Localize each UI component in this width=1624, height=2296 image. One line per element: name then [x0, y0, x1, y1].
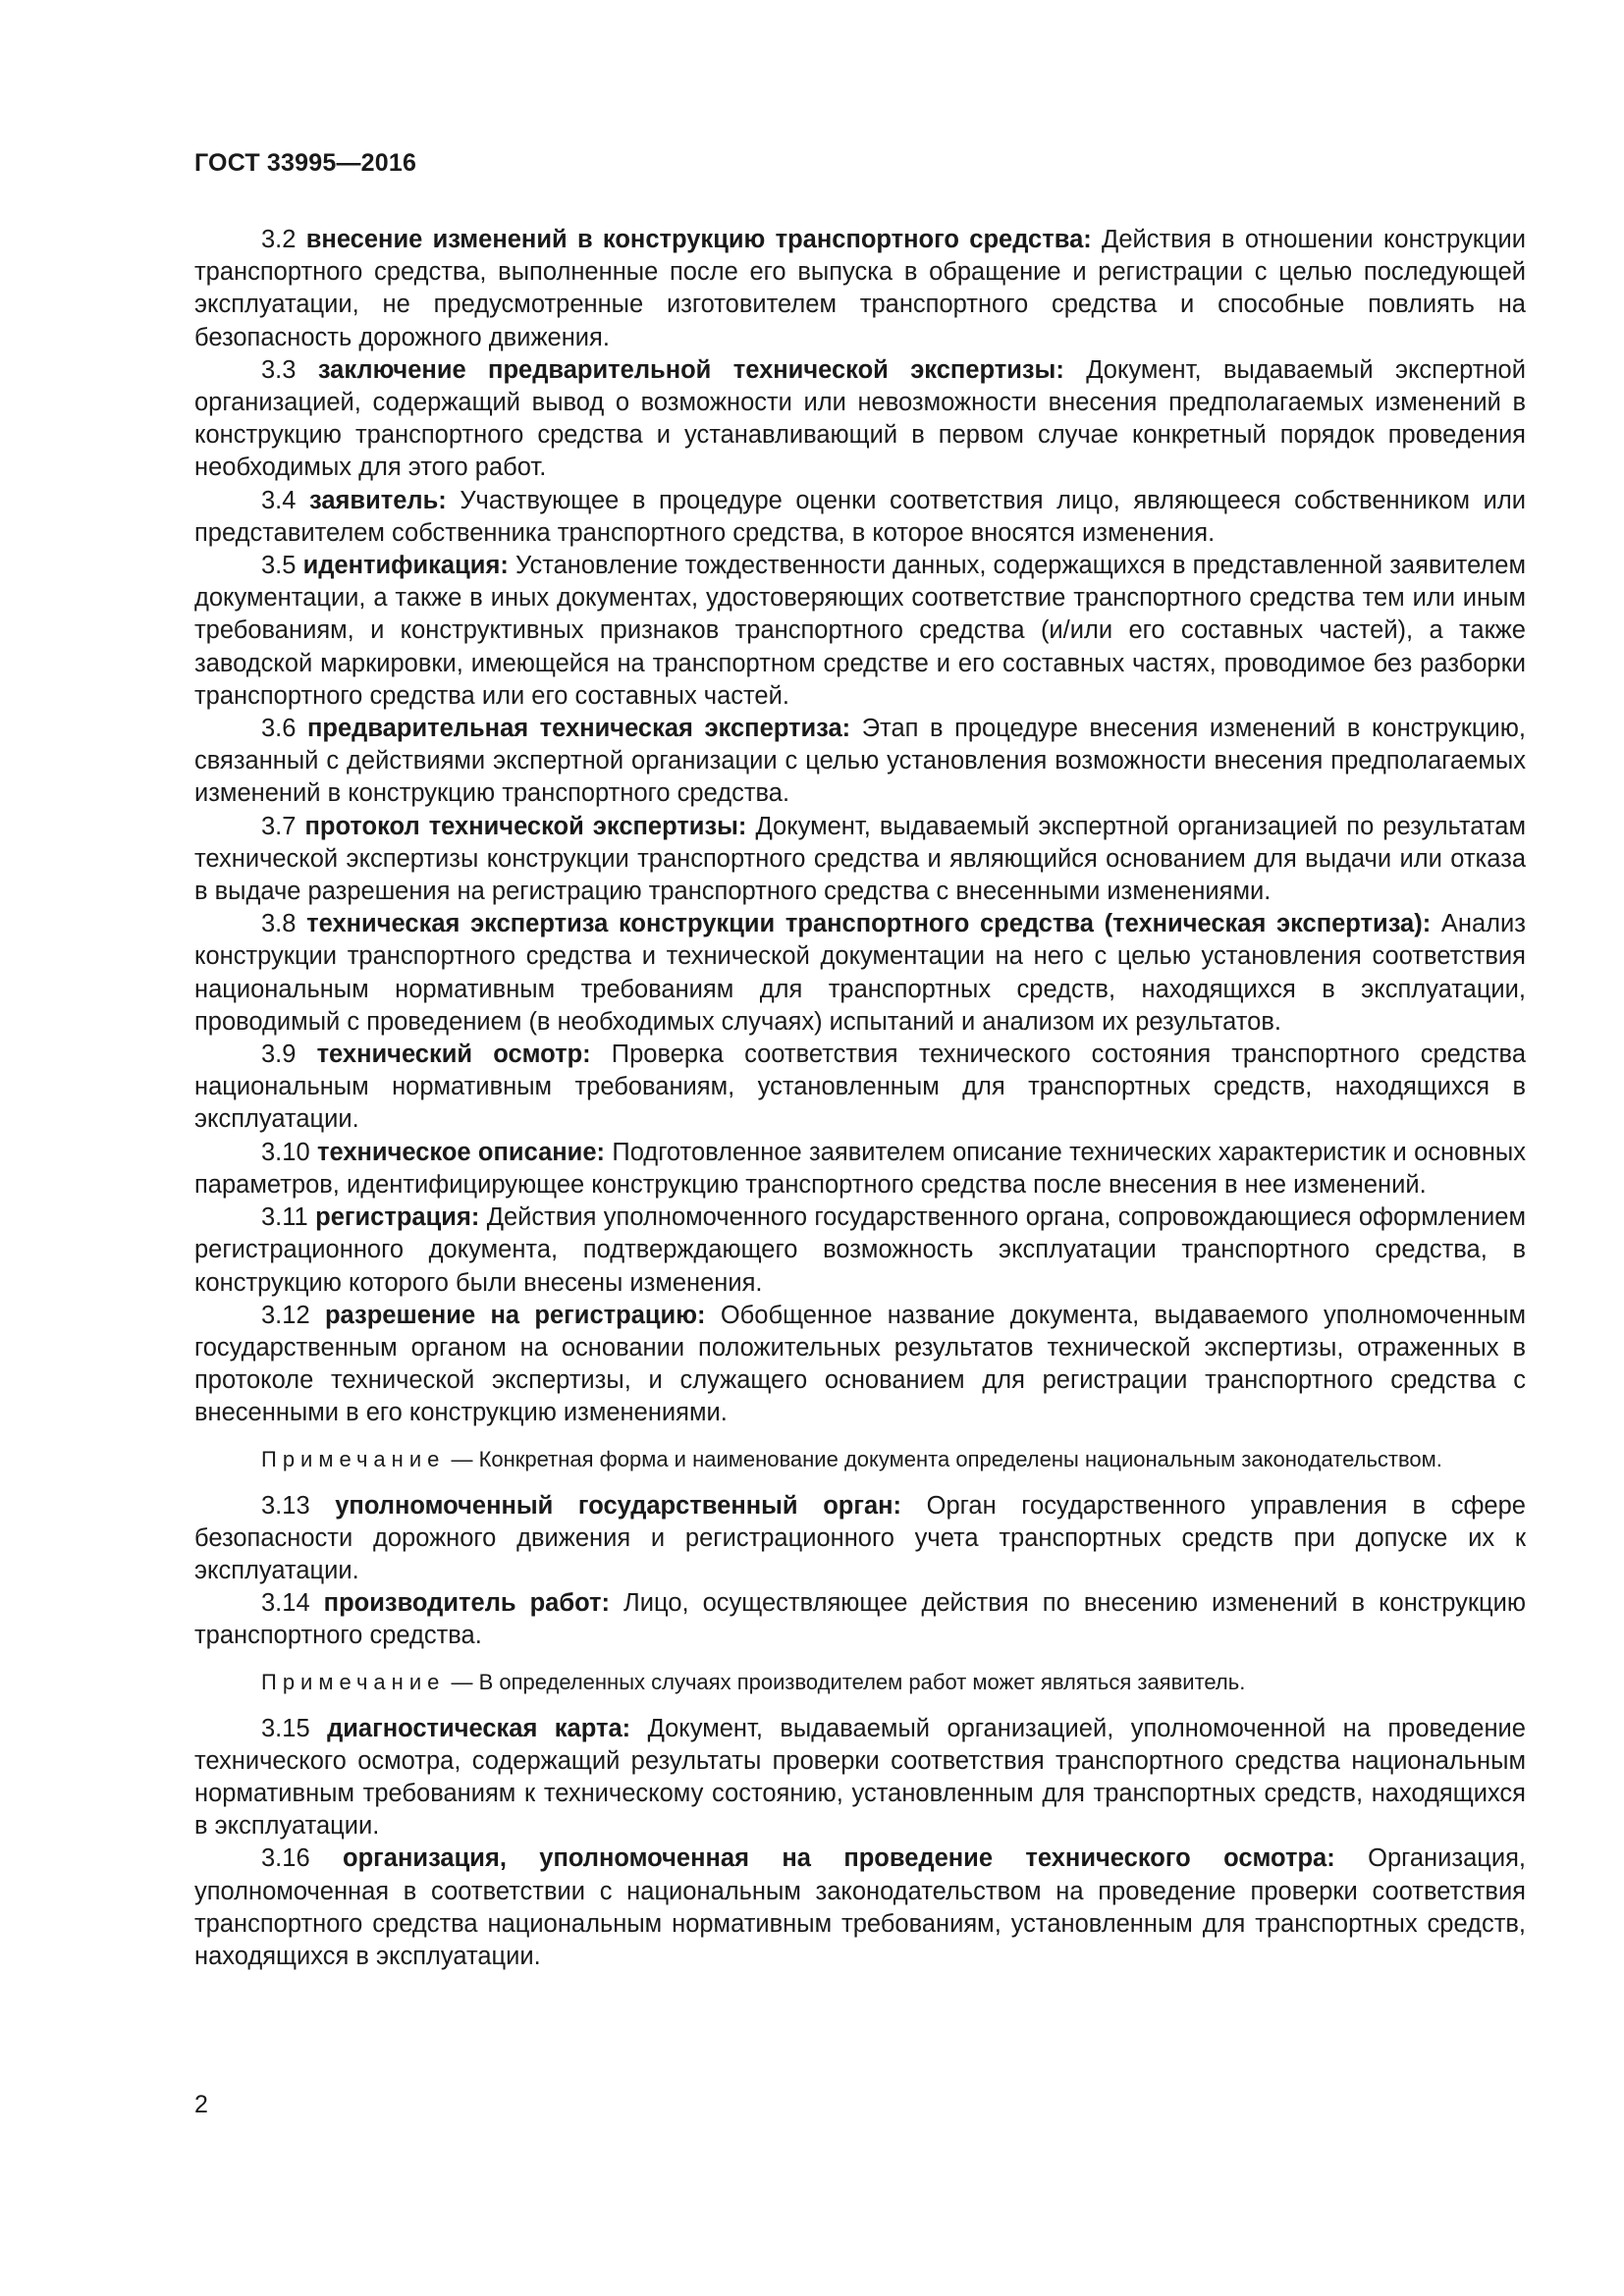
term-definition: Подготовленное заявителем описание технических характеристик и основных параметров, идентифицирующее конструкцию транспортного средства после внесения в нее изменений.: [194, 1138, 1527, 1199]
term-3-7: [194, 811, 1526, 909]
term-definition: Организация, уполномоченная в соответствии с национальным законодательством на проведение проверки соответствия транспортного средства национальным нормативным требованиям, установленным для транспортных средств, находящихся в эксплуатации.: [194, 1844, 1526, 1970]
document-header: ГОСТ 33995—2016: [194, 149, 417, 177]
term-definition: Лицо, осуществляющее действия по внесению изменений в конструкцию транспортного средства.: [194, 1589, 1527, 1650]
term-definition: Действия в отношении конструкции транспортного средства, выполненные после его выпуска в обращение и регистрации с целью последующей эксплуатации, не предусмотренные изготовителем транспортного средства и способные повлиять на безопасность дорожного движения.: [194, 226, 1526, 351]
term-title: диагностическая карта:: [327, 1714, 631, 1742]
term-number: 3.6: [261, 715, 297, 743]
term-3-15: [194, 1713, 1526, 1843]
term-number: 3.14: [261, 1589, 310, 1618]
term-number: 3.8: [261, 910, 297, 938]
term-3-13: [194, 1490, 1526, 1588]
term-definition: Обобщенное название документа, выдаваемого уполномоченным государственным органом на основании положительных результатов технической экспертизы, отраженных в протоколе технической экспертизы, и служащего основанием для регистрации транспортного средства с внесенными в его конструкцию изменениями.: [194, 1301, 1526, 1427]
term-number: 3.13: [261, 1491, 310, 1520]
term-number: 3.3: [261, 355, 297, 384]
term-number: 3.7: [261, 812, 297, 840]
term-title: организация, уполномоченная на проведение технического осмотра:: [343, 1844, 1335, 1873]
term-number: 3.11: [261, 1203, 308, 1232]
term-title: техническое описание:: [316, 1138, 606, 1166]
term-3-4: [194, 485, 1526, 550]
term-definition: Документ, выдаваемый организацией, уполномоченной на проведение технического осмотра, содержащий результаты проверки соответствия транспортного средства национальным нормативным требованиям к техническому состоянию, установленным для транспортных средств, находящихся в эксплуатации.: [194, 1714, 1526, 1841]
term-number: 3.4: [261, 486, 297, 514]
term-number: 3.5: [261, 552, 297, 580]
term-3-9: [194, 1039, 1526, 1137]
term-definition: Участвующее в процедуре оценки соответствия лицо, являющееся собственником или представителем собственника транспортного средства, в которое вносятся изменения.: [194, 486, 1526, 547]
term-3-5: [194, 550, 1526, 713]
term-title: предварительная техническая экспертиза:: [307, 715, 851, 743]
note-text: — В определенных случаях производителем работ может являться заявитель.: [445, 1669, 1246, 1694]
term-3-12: [194, 1300, 1526, 1430]
term-definition: Этап в процедуре внесения изменений в конструкцию, связанный с действиями экспертной организации с целью установления возможности внесения предполагаемых изменений в конструкцию транспортного средства.: [194, 715, 1526, 808]
term-title: внесение изменений в конструкцию транспортного средства:: [305, 226, 1092, 253]
term-title: идентификация:: [302, 552, 509, 580]
term-definition: Анализ конструкции транспортного средства и технической документации на него с целью установления соответствия национальным нормативным требованиям для транспортных средств, находящихся в эксплуатации, проводимый с проведением (в необходимых случаях) испытаний и анализом их результатов.: [194, 910, 1526, 1036]
term-definition: Установление тождественности данных, содержащихся в представленной заявителем документации, а также в иных документах, удостоверяющих соответствие транспортного средства тем или иным требованиям, и конструктивных признаков транспортного средства (и/или его составных частей), а также заводской маркировки, имеющейся на транспортном средстве и его составных частях, проводимое без разборки транспортного средства или его составных частей.: [194, 552, 1526, 710]
term-3-14: [194, 1587, 1526, 1652]
term-number: 3.2: [261, 226, 297, 253]
term-definition: Документ, выдаваемый экспертной организацией, содержащий вывод о возможности или невозможности внесения предполагаемых изменений в конструкцию транспортного средства и устанавливающий в первом случае конкретный порядок проведения необходимых для этого работ.: [194, 355, 1526, 482]
term-number: 3.12: [261, 1301, 310, 1329]
term-3-16: [194, 1842, 1526, 1973]
term-definition: Орган государственного управления в сфере безопасности дорожного движения и регистрационного учета транспортных средств при допуске их к эксплуатации.: [194, 1491, 1526, 1584]
terms-section: [194, 224, 1526, 1973]
term-3-8: [194, 908, 1526, 1039]
term-3-3: [194, 354, 1526, 485]
term-3-10: [194, 1137, 1526, 1201]
term-definition: Проверка соответствия технического состояния транспортного средства национальным нормативным требованиям, установленным для транспортных средств, находящихся в эксплуатации.: [194, 1041, 1526, 1134]
note-label: Примечание: [261, 1669, 446, 1694]
term-title: заключение предварительной технической экспертизы:: [317, 355, 1064, 384]
page-number: 2: [194, 2091, 208, 2118]
term-number: 3.9: [261, 1041, 297, 1069]
term-title: протокол технической экспертизы:: [304, 812, 747, 840]
note-1: [194, 1444, 1526, 1474]
term-definition: Документ, выдаваемый экспертной организацией по результатам технической экспертизы конструкции транспортного средства и являющийся основанием для выдачи или отказа в выдаче разрешения на регистрацию транспортного средства с внесенными изменениями.: [194, 812, 1526, 906]
term-title: регистрация:: [315, 1203, 480, 1232]
term-title: производитель работ:: [323, 1589, 611, 1618]
term-3-2: [194, 224, 1526, 354]
term-3-11: [194, 1201, 1526, 1300]
term-3-6: [194, 713, 1526, 811]
term-title: техническая экспертиза конструкции транспортного средства (техническая экспертиза):: [306, 910, 1432, 938]
term-number: 3.15: [261, 1714, 310, 1742]
term-title: уполномоченный государственный орган:: [335, 1491, 902, 1520]
term-definition: Действия уполномоченного государственного органа, сопровождающиеся оформлением регистрационного документа, подтверждающего возможность эксплуатации транспортного средства, в конструкцию которого были внесены изменения.: [194, 1203, 1526, 1297]
term-title: заявитель:: [309, 486, 447, 514]
term-title: технический осмотр:: [316, 1041, 591, 1069]
term-number: 3.10: [261, 1138, 310, 1166]
note-label: Примечание: [261, 1446, 446, 1471]
term-number: 3.16: [261, 1844, 310, 1873]
note-text: — Конкретная форма и наименование документа определены национальным законодательством.: [445, 1446, 1442, 1471]
note-2: [194, 1667, 1526, 1697]
term-title: разрешение на регистрацию:: [324, 1301, 706, 1329]
